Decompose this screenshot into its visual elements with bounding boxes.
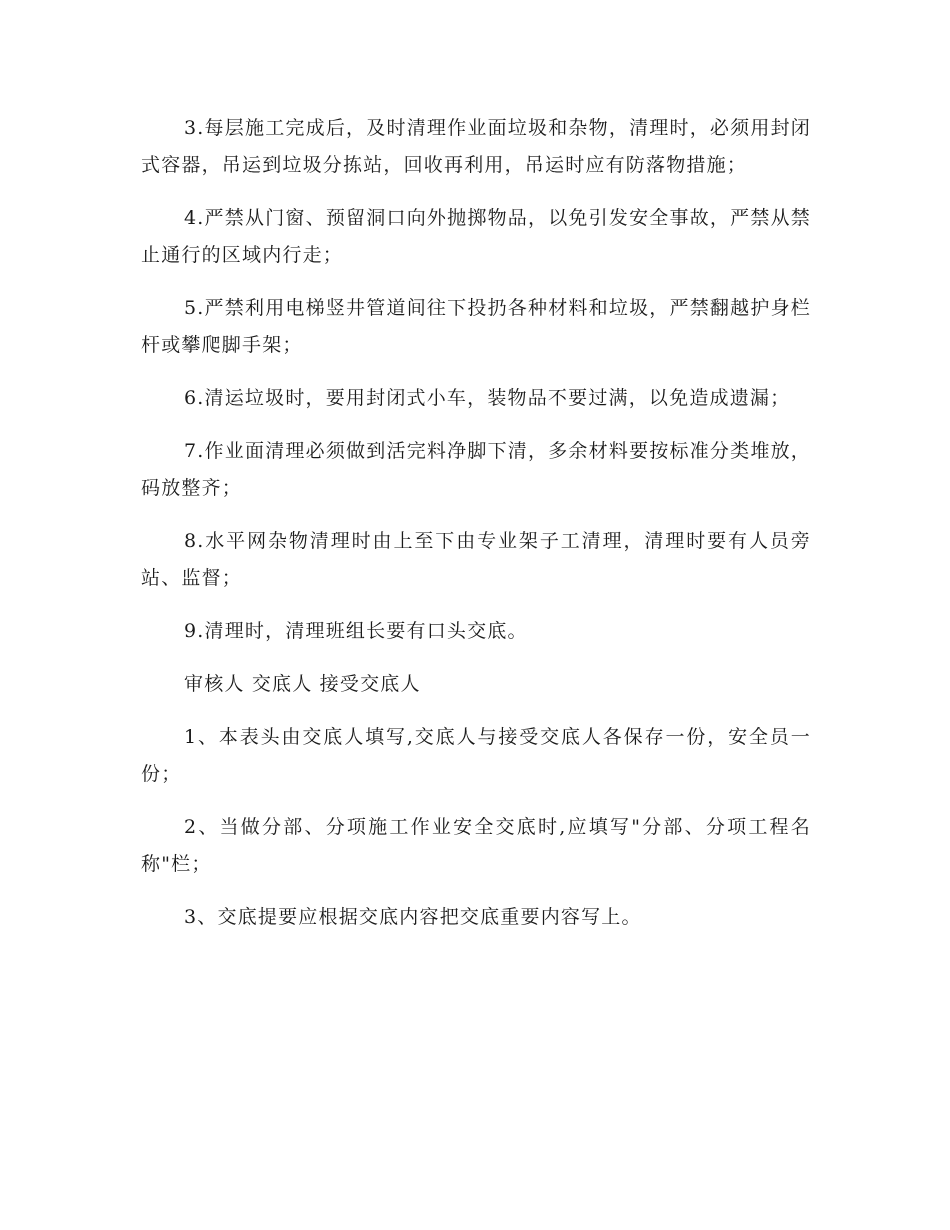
signature-roles-line: 审核人 交底人 接受交底人	[184, 673, 421, 695]
paragraph-item-6: 6.清运垃圾时，要用封闭式小车，装物品不要过满，以免造成遗漏；	[184, 387, 791, 409]
note-item-1: 1、本表头由交底人填写,交底人与接受交底人各保存一份，安全员一份；	[141, 726, 811, 785]
paragraph-item-4: 4.严禁从门窗、预留洞口向外抛掷物品，以免引发安全事故，严禁从禁止通行的区域内行走；	[141, 207, 811, 266]
paragraph-item-5: 5.严禁利用电梯竖井管道间往下投扔各种材料和垃圾，严禁翻越护身栏杆或攀爬脚手架；	[141, 297, 811, 356]
note-item-2: 2、当做分部、分项施工作业安全交底时,应填写"分部、分项工程名称"栏；	[141, 816, 811, 875]
paragraph-item-9: 9.清理时，清理班组长要有口头交底。	[184, 620, 528, 642]
paragraph-item-8: 8.水平网杂物清理时由上至下由专业架子工清理，清理时要有人员旁站、监督；	[141, 530, 811, 589]
paragraph-item-7: 7.作业面清理必须做到活完料净脚下清，多余材料要按标准分类堆放，码放整齐；	[141, 440, 811, 499]
note-item-3: 3、交底提要应根据交底内容把交底重要内容写上。	[184, 906, 642, 928]
paragraph-item-3: 3.每层施工完成后，及时清理作业面垃圾和杂物，清理时，必须用封闭式容器，吊运到垃圾分拣站，回收再利用，吊运时应有防落物措施；	[141, 117, 811, 176]
document-body	[141, 110, 811, 952]
